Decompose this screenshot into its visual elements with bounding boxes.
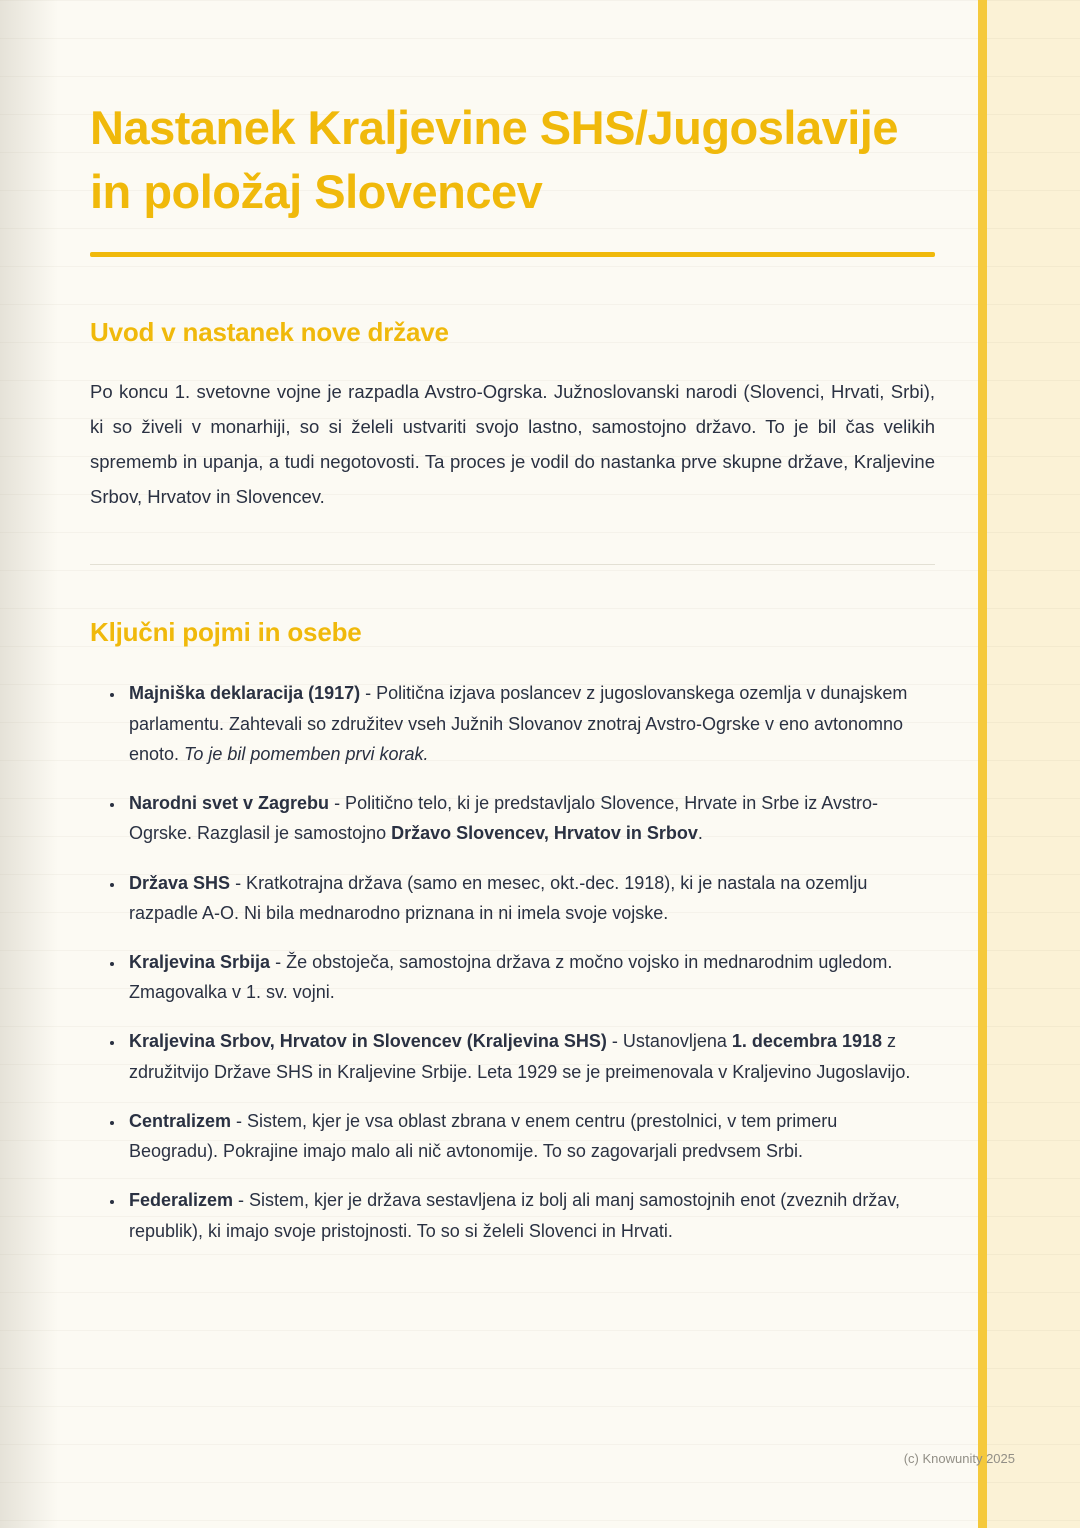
copyright-note: (c) Knowunity 2025 (903, 1451, 1015, 1466)
term-item: • Majniška deklaracija (1917) - Politična izjava poslancev z jugoslovanskega ozemlja v dunajskem parlamentu. Zahtevali so združitev vseh Južnih Slovanov znotraj Avstro-Ogrske v eno avtonomno enoto. To je bil pomemben prvi korak. (125, 678, 920, 769)
term-item: • Centralizem - Sistem, kjer je vsa oblast zbrana v enem centru (prestolnici, v tem primeru Beogradu). Pokrajine imajo malo ali nič avtonomije. To so zagovarjali predvsem Srbi. (125, 1106, 920, 1166)
intro-section-heading: Uvod v nastanek nove države (90, 316, 449, 347)
title-underline-rule (90, 252, 935, 257)
left-edge-shade (0, 0, 58, 1528)
right-accent-stripe (978, 0, 1080, 1528)
term-item: • Kraljevina Srbija - Že obstoječa, samostojna država z močno vojsko in mednarodnim ugledom. Zmagovalka v 1. sv. vojni. (125, 947, 920, 1007)
intro-paragraph: Po koncu 1. svetovne vojne je razpadla Avstro-Ogrska. Južnoslovanski narodi (Slovenci, Hrvati, Srbi), ki so živeli v monarhiji, so si želeli ustvariti svojo lastno, samostojno državo. To je bil čas velikih sprememb in upanja, a tudi negotovosti. Ta proces je vodil do nastanka prve skupne države, Kraljevine Srbov, Hrvatov in Slovencev. (90, 380, 935, 508)
document-content (90, 0, 935, 1246)
term-item: • Narodni svet v Zagrebu - Politično telo, ki je predstavljalo Slovence, Hrvate in Srbe iz Avstro-Ogrske. Razglasil je samostojno Državo Slovencev, Hrvatov in Srbov. (125, 788, 920, 848)
section-key-terms (90, 617, 935, 1246)
terms-list (90, 678, 935, 1246)
term-item: • Kraljevina Srbov, Hrvatov in Slovencev (Kraljevina SHS) - Ustanovljena 1. decembra 1918 z združitvijo Države SHS in Kraljevine Srbije. Leta 1929 se je preimenovala v Kraljevino Jugoslavijo. (125, 1026, 920, 1086)
terms-section-heading: Ključni pojmi in osebe (90, 617, 362, 648)
term-item: • Država SHS - Kratkotrajna država (samo en mesec, okt.-dec. 1918), ki je nastala na ozemlju razpadle A-O. Ni bila mednarodno priznana in ni imela svoje vojske. (125, 868, 920, 928)
section-intro (90, 317, 935, 515)
section-divider (90, 564, 935, 565)
term-item: • Federalizem - Sistem, kjer je država sestavljena iz bolj ali manj samostojnih enot (zveznih držav, republik), ki imajo svoje pristojnosti. To so si želeli Slovenci in Hrvati. (125, 1185, 920, 1245)
page-title: Nastanek Kraljevine SHS/Jugoslavije in položaj Slovencev (90, 101, 898, 218)
